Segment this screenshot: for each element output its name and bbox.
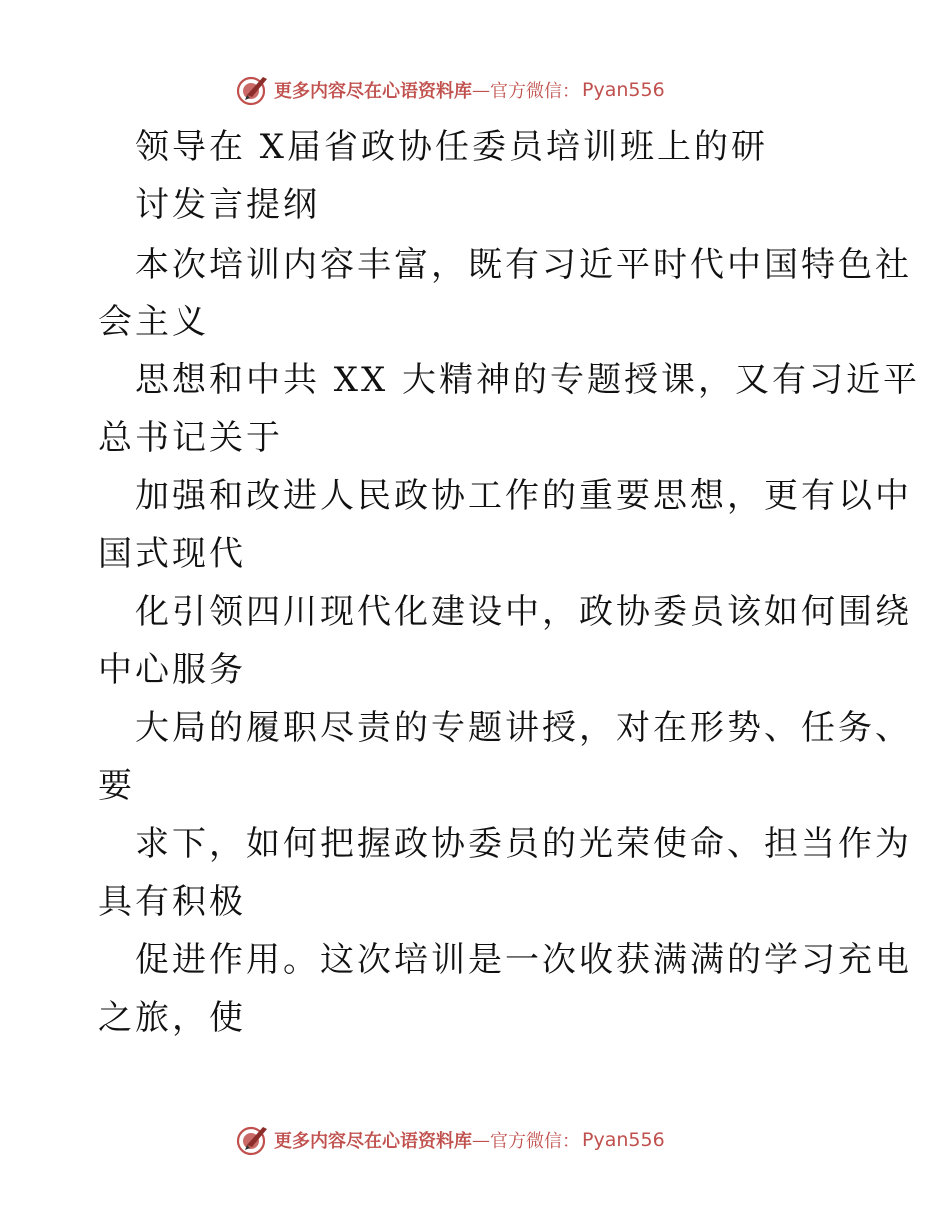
watermark-id: Pyan556: [582, 79, 665, 101]
body-line: 中心服务: [98, 650, 246, 690]
watermark-label: 官方微信：: [490, 81, 580, 102]
body-line: 国式现代: [98, 534, 246, 574]
watermark-dash: —: [472, 1129, 490, 1151]
watermark-banner-top: [236, 73, 665, 107]
body-line: 总书记关于: [98, 418, 283, 458]
watermark-banner-bottom: [236, 1123, 665, 1157]
body-line: 思想和中共 XX 大精神的专题授课，又有习近平: [135, 360, 921, 400]
watermark-dash: —: [472, 79, 490, 101]
pen-logo-icon: [236, 1123, 270, 1157]
watermark-label: 官方微信：: [490, 1131, 580, 1152]
body-line: 要: [98, 766, 135, 806]
pen-logo-icon: [236, 73, 270, 107]
body-line: 加强和改进人民政协工作的重要思想，更有以中: [135, 476, 912, 516]
watermark-id: Pyan556: [582, 1129, 665, 1151]
body-line: 具有积极: [98, 882, 246, 922]
body-line: 之旅，使: [98, 998, 246, 1038]
body-line: 大局的履职尽责的专题讲授，对在形势、任务、: [135, 708, 912, 748]
body-line: 本次培训内容丰富，既有习近平时代中国特色社: [135, 245, 912, 285]
body-line: 化引领四川现代化建设中，政协委员该如何围绕: [135, 592, 912, 632]
body-line: 求下，如何把握政协委员的光荣使命、担当作为: [135, 824, 912, 864]
watermark-site-text: 更多内容尽在心语资料库: [274, 1131, 472, 1152]
body-line: 促进作用。这次培训是一次收获满满的学习充电: [135, 940, 912, 980]
body-line: 会主义: [98, 302, 209, 342]
watermark-site-text: 更多内容尽在心语资料库: [274, 81, 472, 102]
document-title-line: 讨发言提纲: [135, 185, 320, 225]
document-title-line: 领导在 X届省政协任委员培训班上的研: [135, 127, 769, 167]
